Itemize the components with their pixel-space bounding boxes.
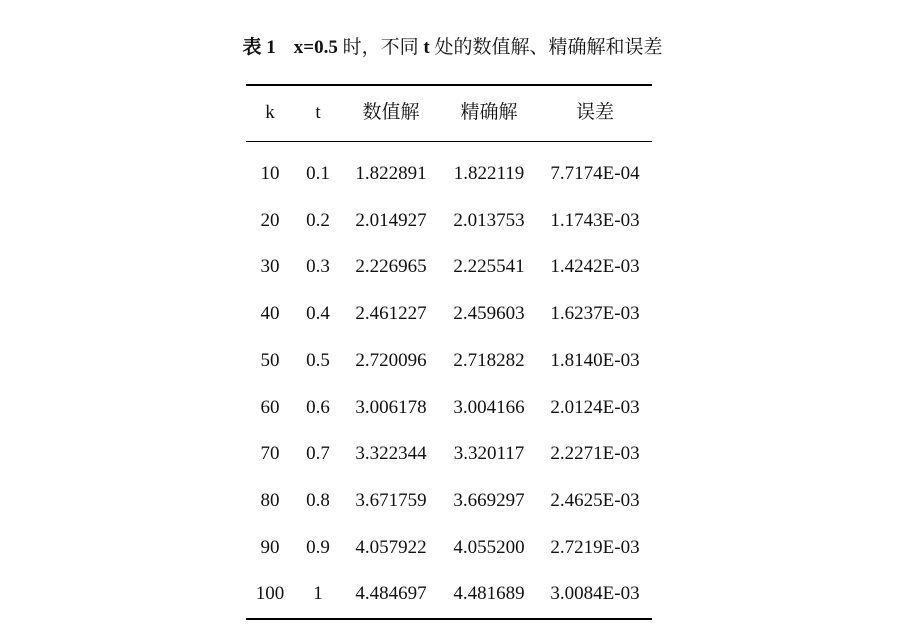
cell-t: 0.5 bbox=[306, 349, 330, 371]
cell-k: 80 bbox=[260, 489, 280, 511]
header-exact: 精确解 bbox=[460, 102, 518, 123]
table-row bbox=[246, 244, 652, 291]
cell-k: 30 bbox=[260, 256, 280, 278]
caption-condition: x=0.5 bbox=[293, 37, 338, 58]
cell-error: 2.7219E-03 bbox=[550, 536, 640, 558]
cell-error: 2.4625E-03 bbox=[550, 489, 640, 511]
cell-t: 0.6 bbox=[306, 396, 330, 418]
table-caption bbox=[0, 34, 905, 62]
cell-numerical: 3.671759 bbox=[355, 489, 427, 511]
cell-k: 100 bbox=[255, 583, 285, 605]
cell-error: 1.8140E-03 bbox=[550, 349, 640, 371]
cell-error: 7.7174E-04 bbox=[550, 163, 640, 184]
cell-exact: 2.459603 bbox=[453, 303, 525, 325]
cell-exact: 1.822119 bbox=[453, 163, 525, 184]
cell-exact: 3.004166 bbox=[453, 396, 525, 418]
caption-label: 表 1 bbox=[242, 37, 276, 58]
cell-error: 1.4242E-03 bbox=[550, 256, 640, 278]
cell-numerical: 1.822891 bbox=[355, 163, 427, 184]
cell-error: 1.1743E-03 bbox=[550, 209, 640, 231]
cell-numerical: 4.484697 bbox=[355, 583, 427, 605]
table-row bbox=[246, 338, 652, 385]
cell-k: 70 bbox=[260, 443, 280, 465]
cell-t: 1 bbox=[313, 583, 323, 605]
cell-k: 50 bbox=[260, 349, 280, 371]
table-body bbox=[246, 142, 652, 618]
cell-t: 0.4 bbox=[306, 303, 330, 325]
cell-numerical: 3.322344 bbox=[355, 443, 427, 465]
cell-error: 2.0124E-03 bbox=[550, 396, 640, 418]
table-row bbox=[246, 142, 652, 198]
table-row bbox=[246, 198, 652, 245]
table-row bbox=[246, 478, 652, 525]
cell-error: 2.2271E-03 bbox=[550, 443, 640, 465]
cell-t: 0.2 bbox=[306, 209, 330, 231]
cell-t: 0.8 bbox=[306, 489, 330, 511]
table-row bbox=[246, 525, 652, 572]
cell-exact: 4.481689 bbox=[453, 583, 525, 605]
cell-exact: 2.718282 bbox=[453, 349, 525, 371]
header-error: 误差 bbox=[575, 102, 614, 123]
cell-k: 60 bbox=[260, 396, 280, 418]
header-row bbox=[246, 84, 652, 142]
caption-variable: t bbox=[423, 37, 430, 58]
table-bottom-rule bbox=[246, 618, 652, 620]
cell-t: 0.1 bbox=[306, 163, 330, 184]
cell-k: 20 bbox=[260, 209, 280, 231]
table-row bbox=[246, 431, 652, 478]
cell-exact: 3.320117 bbox=[453, 443, 525, 465]
cell-exact: 4.055200 bbox=[453, 536, 525, 558]
cell-error: 1.6237E-03 bbox=[550, 303, 640, 325]
caption-text-2: 处的数值解、精确解和误差 bbox=[429, 37, 663, 58]
results-table bbox=[246, 84, 652, 618]
cell-exact: 3.669297 bbox=[453, 489, 525, 511]
cell-t: 0.3 bbox=[306, 256, 330, 278]
cell-error: 3.0084E-03 bbox=[550, 583, 640, 605]
header-numerical: 数值解 bbox=[362, 102, 420, 123]
cell-exact: 2.013753 bbox=[453, 209, 525, 231]
cell-t: 0.7 bbox=[306, 443, 330, 465]
cell-numerical: 2.461227 bbox=[355, 303, 427, 325]
header-k: k bbox=[265, 102, 275, 123]
cell-numerical: 3.006178 bbox=[355, 396, 427, 418]
cell-numerical: 2.226965 bbox=[355, 256, 427, 278]
cell-k: 90 bbox=[260, 536, 280, 558]
cell-exact: 2.225541 bbox=[453, 256, 525, 278]
cell-numerical: 4.057922 bbox=[355, 536, 427, 558]
cell-k: 10 bbox=[260, 163, 280, 184]
cell-numerical: 2.014927 bbox=[355, 209, 427, 231]
caption-text-1: 时，不同 bbox=[337, 37, 424, 58]
table-row bbox=[246, 291, 652, 338]
header-t: t bbox=[315, 102, 321, 123]
table-row bbox=[246, 571, 652, 618]
cell-k: 40 bbox=[260, 303, 280, 325]
cell-numerical: 2.720096 bbox=[355, 349, 427, 371]
table-header bbox=[246, 84, 652, 142]
table-row bbox=[246, 385, 652, 432]
cell-t: 0.9 bbox=[306, 536, 330, 558]
